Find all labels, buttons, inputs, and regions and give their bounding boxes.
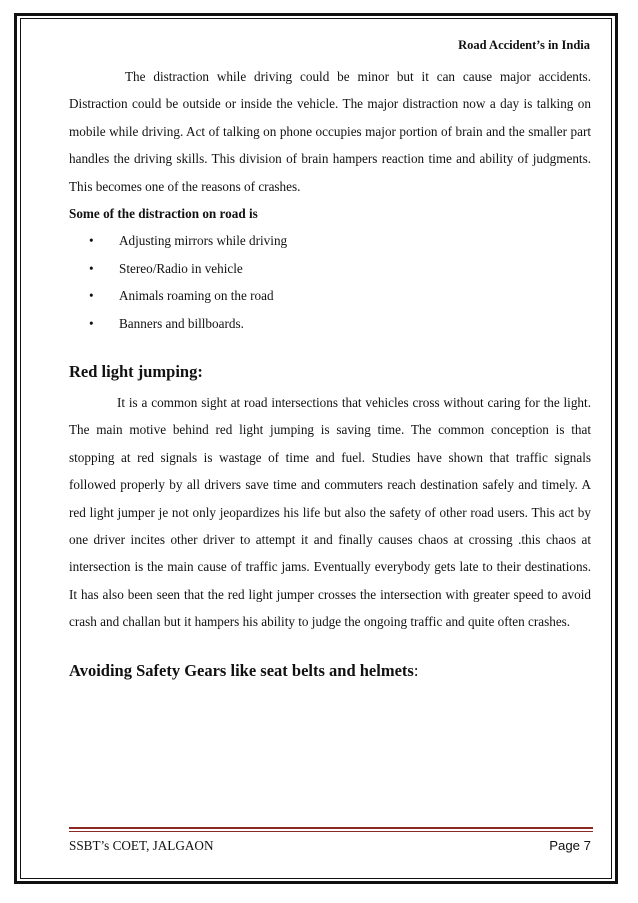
red-light-heading <box>69 355 591 389</box>
list-item-text: Stereo/Radio in vehicle <box>119 260 243 276</box>
heading-colon: : <box>197 362 203 381</box>
bullet-icon: • <box>89 288 94 304</box>
heading-text: Avoiding Safety Gears like seat belts and helmets <box>69 660 414 680</box>
distraction-paragraph: The distraction while driving could be minor but it can cause major accidents. Distraction could be outside or inside the vehicle. The major distraction now a day is talking on mobile while driving. Act of talking on phone occupies major portion of brain and the smaller part handles the driving skills. This division of brain hampers reaction time and ability of judgments. This becomes one of the reasons of crashes. <box>69 69 591 194</box>
list-item <box>89 310 591 337</box>
bullet-icon: • <box>89 233 94 249</box>
list-item <box>89 255 591 282</box>
list-item <box>89 227 591 254</box>
page-content <box>69 63 591 688</box>
list-item-text: Adjusting mirrors while driving <box>119 233 288 249</box>
distraction-list <box>69 227 591 337</box>
footer-rule-thin <box>69 831 593 832</box>
list-item-text: Animals roaming on the road <box>119 288 274 304</box>
page-number: Page 7 <box>549 838 591 853</box>
red-light-paragraph: It is a common sight at road intersections that vehicles cross without caring for the light. The main motive behind red light jumping is saving time. The common conception is that stopping at red signals is wastage of time and fuel. Studies have shown that traffic signals followed properly by all drivers save time and commuters reach destination safely and timely. A red light jumper je not only jeopardizes his life but also the safety of other road users. This act by one driver incites other driver to attempt it and finally causes chaos at crossing .this chaos at intersection is the main cause of traffic jams. Eventually everybody gets late to their destinations. It has also been seen that the red light jumper crosses the intersection with greater speed to avoid crash and challan but it hampers his ability to judge the ongoing traffic and quite often crashes. <box>69 395 591 630</box>
safety-gear-heading <box>69 654 591 688</box>
list-item-text: Banners and billboards. <box>119 315 244 331</box>
heading-text: Red light jumping <box>69 362 198 381</box>
footer-institution: SSBT’s COET, JALGAON <box>69 838 214 853</box>
running-header: Road Accident’s in India <box>458 38 590 52</box>
distraction-subheading: Some of the distraction on road is <box>69 206 258 222</box>
bullet-icon: • <box>89 315 94 331</box>
footer-rule <box>69 827 593 829</box>
bullet-icon: • <box>89 260 94 276</box>
heading-colon: : <box>413 660 419 680</box>
list-item <box>89 282 591 309</box>
